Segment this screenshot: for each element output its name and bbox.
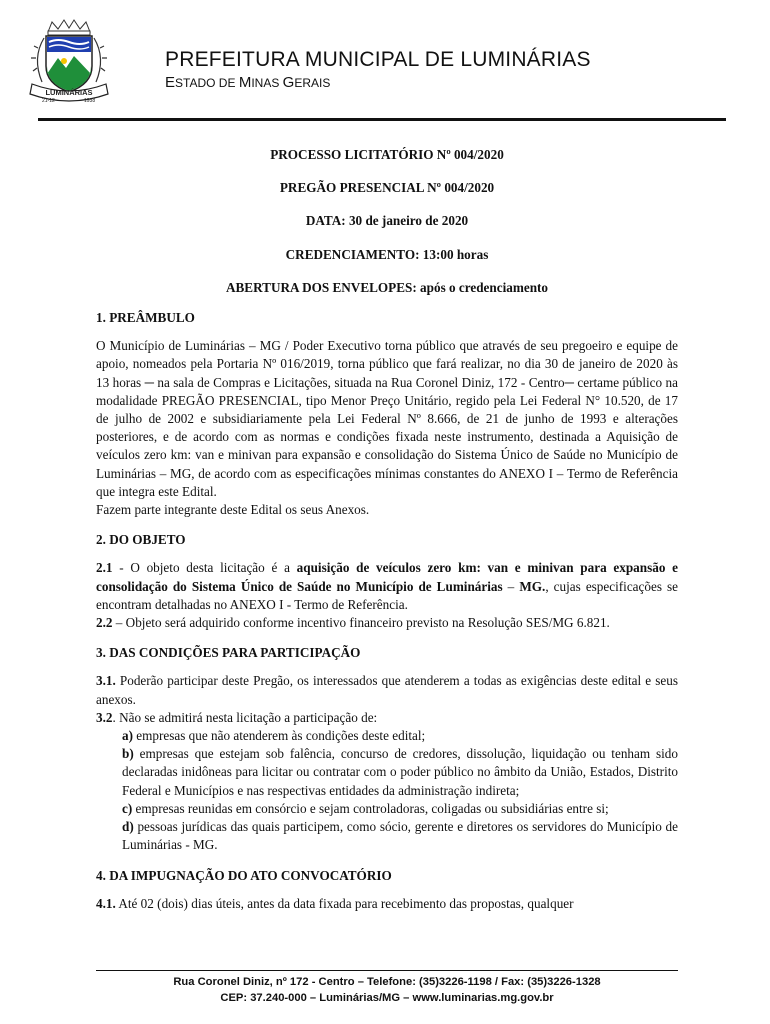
clause-text: - O objeto desta licitação é a bbox=[112, 560, 297, 576]
section-1-title: 1. PREÂMBULO bbox=[96, 310, 195, 326]
preambulo-paragraph: O Município de Luminárias – MG / Poder Executivo torna público que através de seu pregoeiro e equipe de apoio, nomeados pela Portaria Nº 016/2019, torna público que fará realizar, no dia 30 de janeiro de 2020 às 13 horas ─ na sala de Compras e Licitações, situada na Rua Coronel Diniz, 172 - Centro─ certame público na modalidade PREGÃO PRESENCIAL, tipo Menor Preço Unitário, regido pela Lei Federal N° 10.520, de 17 de julho de 2002 e subsidiariamente pela Lei Federal Nº 8.666, de 21 de junho de 1993 e alterações posteriores, e de acordo com as normas e condições fixada neste instrumento, destinada a Aquisição de veículos zero km: van e minivan para expansão e consolidação do Sistema Único de Saúde no Município de Luminárias – MG, de acordo com as especificações mínimas constantes do ANEXO I – Termo de Referência que integra este Edital. bbox=[96, 338, 678, 499]
crest-banner-text: LUMINÁRIAS bbox=[45, 88, 93, 97]
clause-text: , cujas especificações se encontram detalhadas no ANEXO I - Termo de Referência. bbox=[96, 578, 678, 612]
processo-heading: PROCESSO LICITATÓRIO Nº 004/2020 bbox=[270, 147, 504, 162]
crest-year-right: 1938 bbox=[84, 98, 96, 104]
item-text: empresas que não atenderem às condições deste edital; bbox=[133, 728, 426, 744]
municipal-crest-icon bbox=[26, 18, 112, 104]
item-letter: c) bbox=[122, 800, 133, 816]
page-footer bbox=[96, 970, 678, 1006]
item-letter: d) bbox=[122, 819, 134, 835]
item-b bbox=[96, 745, 678, 800]
letterhead bbox=[0, 0, 770, 130]
document-body bbox=[96, 146, 678, 913]
clause-number: 2.1 bbox=[96, 560, 113, 576]
subtitle-erais: ERAIS bbox=[294, 76, 331, 90]
clause-text: – bbox=[502, 578, 520, 594]
section-4-title: 4. DA IMPUGNAÇÃO DO ATO CONVOCATÓRIO bbox=[96, 867, 392, 883]
subtitle-g: G bbox=[282, 74, 295, 91]
footer-address: Rua Coronel Diniz, nº 172 - Centro – Telefone: (35)3226-1198 / Fax: (35)3226-1328 bbox=[173, 976, 601, 988]
clause-text: Poderão participar deste Pregão, os interessados que atenderem a todas as exigências deste edital e seus anexos. bbox=[96, 673, 678, 707]
clause-4-1 bbox=[96, 895, 678, 913]
clause-3-2 bbox=[96, 709, 678, 727]
clause-text: Até 02 (dois) dias úteis, antes da data fixada para recebimento das propostas, qualquer bbox=[115, 895, 574, 911]
item-text: pessoas jurídicas das quais participem, como sócio, gerente e diretores os servidores do Município de Luminárias - MG. bbox=[122, 819, 678, 853]
section-3-title: 3. DAS CONDIÇÕES PARA PARTICIPAÇÃO bbox=[96, 645, 361, 661]
org-title: PREFEITURA MUNICIPAL DE LUMINÁRIAS bbox=[165, 48, 591, 71]
date-heading: DATA: 30 de janeiro de 2020 bbox=[305, 213, 469, 229]
item-letter: a) bbox=[122, 728, 133, 744]
clause-number: 4.1. bbox=[96, 895, 116, 911]
section-2-title: 2. DO OBJETO bbox=[96, 532, 186, 548]
anexos-paragraph: Fazem parte integrante deste Edital os seus Anexos. bbox=[96, 502, 370, 518]
clause-number: 2.2 bbox=[96, 615, 113, 631]
clause-number: 3.1. bbox=[96, 673, 116, 689]
credenciamento-heading: CREDENCIAMENTO: 13:00 horas bbox=[285, 246, 489, 262]
clause-text: – Objeto será adquirido conforme incentivo financeiro previsto na Resolução SES/MG 6.821. bbox=[112, 615, 610, 631]
pregao-heading: PREGÃO PRESENCIAL Nº 004/2020 bbox=[279, 180, 495, 196]
footer-divider bbox=[96, 970, 678, 971]
crest-year-left: 21-12 bbox=[42, 98, 55, 104]
subtitle-stado: STADO DE bbox=[175, 76, 239, 90]
item-text: empresas reunidas em consórcio e sejam controladoras, coligadas ou subsidiárias entre si; bbox=[132, 800, 609, 816]
item-d bbox=[96, 818, 678, 854]
subtitle-inas: INAS bbox=[251, 76, 283, 90]
subtitle-m: M bbox=[238, 74, 252, 91]
clause-2-1 bbox=[96, 559, 678, 614]
clause-3-1 bbox=[96, 672, 678, 708]
clause-text: . Não se admitirá nesta licitação a participação de: bbox=[112, 709, 378, 725]
clause-2-2 bbox=[96, 614, 678, 632]
clause-emphasis: MG. bbox=[519, 578, 546, 594]
item-c bbox=[96, 800, 678, 818]
item-a bbox=[96, 727, 678, 745]
header-divider bbox=[38, 118, 726, 121]
clause-emphasis: aquisição de veículos zero km: van e minivan para expansão e consolidação do Sistema Único de Saúde no Município de Luminárias bbox=[96, 560, 678, 594]
item-letter: b) bbox=[122, 746, 134, 762]
footer-contact: CEP: 37.240-000 – Luminárias/MG – www.luminarias.mg.gov.br bbox=[220, 992, 554, 1004]
abertura-heading: ABERTURA DOS ENVELOPES: após o credenciamento bbox=[225, 279, 549, 295]
item-text: empresas que estejam sob falência, concurso de credores, dissolução, liquidação ou tenham sido declaradas inidôneas para licitar ou contratar com o poder público no âmbito da União, Estados, Distrito Federal e Municípios e nas respectivas entidades da administração indireta; bbox=[122, 746, 678, 798]
org-subtitle bbox=[165, 74, 330, 91]
clause-number: 3.2 bbox=[96, 709, 113, 725]
subtitle-e: E bbox=[165, 74, 176, 91]
